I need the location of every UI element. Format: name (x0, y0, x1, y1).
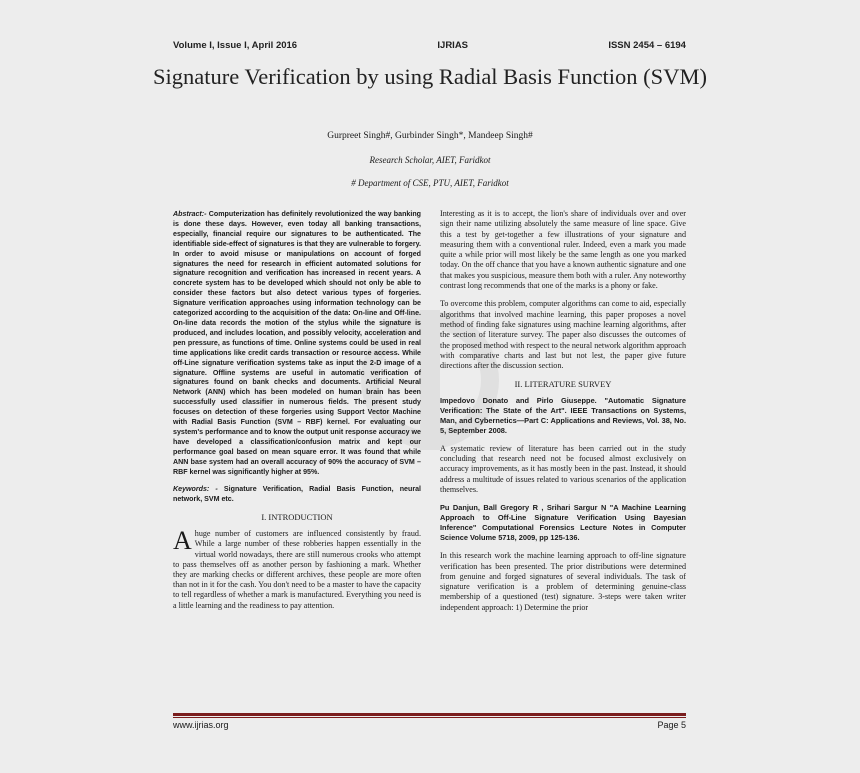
reference-1: Impedovo Donato and Pirlo Giuseppe. "Automatic Signature Verification: The State of the Art". IEEE Transactions on Systems, Man, and Cybernetics—Part C: Applications and Reviews, Vol. 38, No. 5, September 2008. (440, 395, 686, 435)
header-issn: ISSN 2454 – 6194 (608, 40, 686, 51)
footer-rule (173, 713, 686, 716)
paragraph-3: A systematic review of literature has been carried out in the study concluding that research need not be focused almost exclusively on accuracy improvements, as it has mostly been in the past. Instead, it should address a multitude of issues related to various scenarios of the application themselves. (440, 443, 686, 494)
paragraph-2: To overcome this problem, computer algorithms can come to aid, especially algorithms that involved machine learning, this paper proposes a novel method of finding fake signatures using machine learning algorithms, after the section of literature survey. The paper also discusses the outcomes of the proposed method with respect to the neural network algorithm approach with comparative charts and last but not lest, the paper give future directions after the discussion section. (440, 299, 686, 371)
intro-paragraph (173, 526, 421, 611)
running-footer (173, 720, 686, 730)
footer-website: www.ijrias.org (173, 720, 229, 730)
keywords-text: Signature Verification, Radial Basis Function, neural network, SVM etc. (173, 485, 421, 504)
running-header (173, 40, 686, 51)
intro-dropcap: A (173, 526, 192, 556)
affiliation-1: Research Scholar, AIET, Faridkot (369, 155, 491, 165)
paragraph-1: Interesting as it is to accept, the lion's share of individuals over and over sign their name utilizing absolutely the same measure of line space. Give this a test by get-together a few illustrations of your signature and measuring them with a conventional ruler. Indeed, even a mark you made quite a while prior will most likely be the same length as one you marked today. On the off chance that you have a known authentic signature and one that makes you suspicious, measure them both with a ruler. Any noteworthy contrast long recommends that one of the marks is a phony or fake. (440, 209, 686, 291)
intro-text: huge number of customers are influenced consistently by fraud. While a large number of these robberies happen essentially in the virtual world nowadays, there are still numerous crooks who attempt to pass themselves off as another person by fashioning a mark. Whether they are marking checks or different archives, these people are more often than not in it for the cash. You don't need to be a master to have the capacity to tell regardless of whether a mark is manufactured. Everything you need is a little learning and the readiness to pay attention. (173, 529, 421, 610)
keywords-label: Keywords: - (173, 485, 218, 494)
header-volume: Volume I, Issue I, April 2016 (173, 40, 298, 51)
right-column (440, 209, 686, 621)
footer-page-number: Page 5 (657, 720, 686, 730)
paper-title: Signature Verification by using Radial Basis Function (SVM) (153, 64, 707, 89)
reference-2: Pu Danjun, Ball Gregory R , Srihari Sargur N "A Machine Learning Approach to Off-Line Signature Verification Using Bayesian Inference" Computational Forensics Lecture Notes in Computer Science Volume 5718, 2009, pp 125-136. (440, 503, 686, 543)
left-column (173, 210, 421, 611)
abstract (173, 210, 421, 477)
abstract-text: Computerization has definitely revolutionized the way banking is done these days. However, even today all banking transactions, especially, financial require our signatures to be authenticated. The identifiable side-effect of signatures is that they are vulnerable to forgery. In order to avoid misuse or manipulations on account of forged signatures the need for research in efficient automated solutions for signature recognition and verification has increased in recent years. A concrete system has to be developed which should not only be able to consider these factors but also detect various types of forgeries. Signature verification approaches using information technology can be categorized according to the acquisition of the data: On-line and Off-line. On-line data records the motion of the stylus while the signature is produced, and includes location, and possibly velocity, acceleration and pen pressure, as functions of time. Online systems could be used in real time applications like credit cards transaction or resource access. While off-Line signature verification systems take as input the 2-D image of a signature. Offline systems are useful in automatic verification of signatures found on bank checks and documents. Artificial Neural Network (ANN) which has been modeled on human brain has been successfully used classifier in numerous fields. The present study focuses on detection of these forgeries using Support Vector Machine with Radial Basis Function (SVM – RBF) kernel. For evaluating our system's performance and to know the output unit response accuracy we have developed a classification/confusion matrix and kept our performance goal based on mean square error. It was found that while ANN base system had an overall accuracy of 90% the accuracy of SVM – RBF kernel was significantly higher at 95%. (173, 210, 421, 476)
abstract-label: Abstract:- (173, 210, 207, 218)
intro-heading: I. INTRODUCTION (261, 512, 333, 523)
affiliation-2: # Department of CSE, PTU, AIET, Faridkot (351, 178, 509, 188)
footer-rule-thin (173, 717, 686, 718)
paragraph-4: In this research work the machine learning approach to off-line signature verification has been presented. The prior distributions were determined from genuine and forged signatures of several individuals. The task of signature verification is a problem of determining genuine-class membership of a questioned (test) signature. 3-steps were taken writer independent approach: 1) Determine the prior (440, 551, 686, 612)
literature-heading: II. LITERATURE SURVEY (514, 379, 612, 390)
keywords (173, 485, 421, 505)
paper-authors: Gurpreet Singh#, Gurbinder Singh*, Mandeep Singh# (327, 131, 533, 141)
header-journal: IJRIAS (437, 40, 469, 51)
